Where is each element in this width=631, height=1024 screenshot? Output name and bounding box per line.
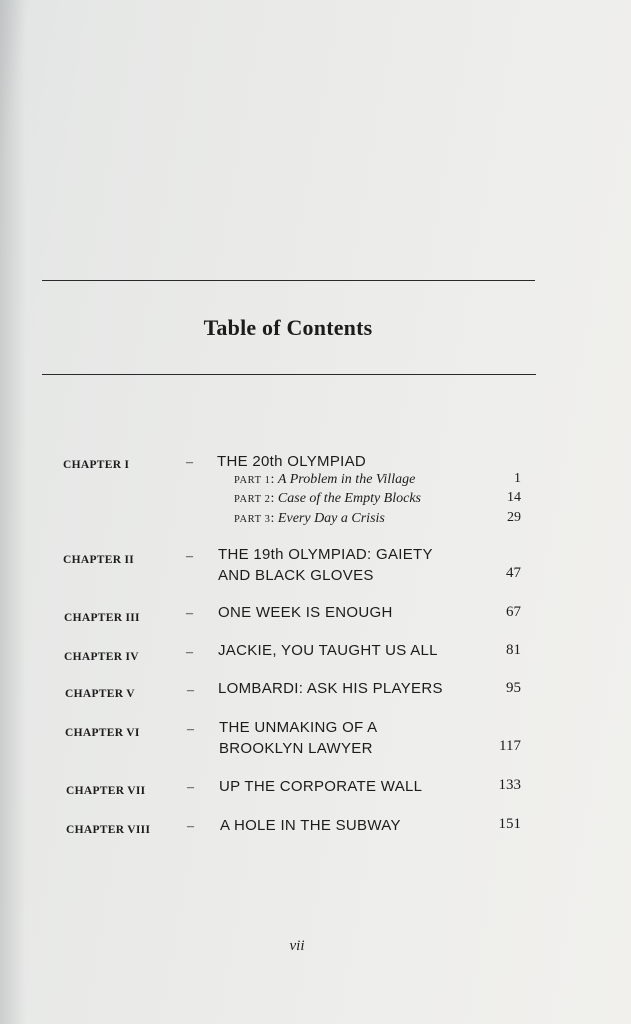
toc-title: Table of Contents [203,315,373,340]
chapter-page-number: 67 [506,604,521,620]
part-separator: : [270,491,275,506]
chapter-label: CHAPTER IV [64,651,139,663]
chapter-page-number: 151 [498,816,521,832]
chapter-dash: – [187,780,194,795]
chapter-page-number: 95 [506,680,521,696]
part-page-number: 1 [514,471,521,486]
chapter-page-number: 133 [498,777,521,793]
chapter-label: CHAPTER III [64,612,140,624]
toc-part-3 [234,511,385,527]
part-title: Every Day a Crisis [277,511,385,526]
chapter-label: CHAPTER VIII [66,824,151,836]
chapter-title-line-1: THE UNMAKING OF A [219,719,378,736]
page-gutter-shadow [0,0,26,1024]
toc-part-2 [234,491,421,507]
toc-part-1 [234,472,415,488]
chapter-label: CHAPTER VII [66,785,146,797]
chapter-label: CHAPTER I [63,459,130,471]
part-separator: : [270,472,275,487]
bottom-rule [42,374,536,375]
chapter-title: ONE WEEK IS ENOUGH [218,604,393,621]
part-title: Case of the Empty Blocks [277,491,421,506]
chapter-label: CHAPTER V [65,688,135,700]
part-page-number: 14 [507,490,521,505]
chapter-title: A HOLE IN THE SUBWAY [220,817,401,834]
part-title: A Problem in the Village [277,472,416,487]
chapter-dash: – [187,819,194,834]
chapter-page-number: 81 [506,642,521,658]
chapter-label: CHAPTER VI [65,727,140,739]
part-label: PART 1 [234,475,271,486]
chapter-title: JACKIE, YOU TAUGHT US ALL [218,642,438,659]
top-rule [42,280,535,281]
chapter-title-line-2: AND BLACK GLOVES [218,567,374,584]
chapter-label: CHAPTER II [63,554,135,566]
chapter-title-line-1: THE 19th OLYMPIAD: GAIETY [218,546,433,563]
chapter-title-line-2: BROOKLYN LAWYER [219,740,373,757]
chapter-title: THE 20th OLYMPIAD [217,453,367,470]
chapter-page-number: 117 [499,738,521,754]
chapter-dash: – [186,549,193,564]
chapter-title: UP THE CORPORATE WALL [219,778,423,795]
chapter-page-number: 47 [506,565,521,581]
chapter-dash: – [187,683,194,698]
chapter-title: LOMBARDI: ASK HIS PLAYERS [218,680,443,697]
part-page-number: 29 [507,510,521,525]
chapter-dash: – [186,645,193,660]
chapter-dash: – [186,606,193,621]
chapter-dash: – [186,455,193,470]
part-separator: : [270,511,275,526]
part-label: PART 2 [234,494,271,505]
page-folio: vii [289,938,305,954]
part-label: PART 3 [234,514,271,525]
chapter-dash: – [187,722,194,737]
